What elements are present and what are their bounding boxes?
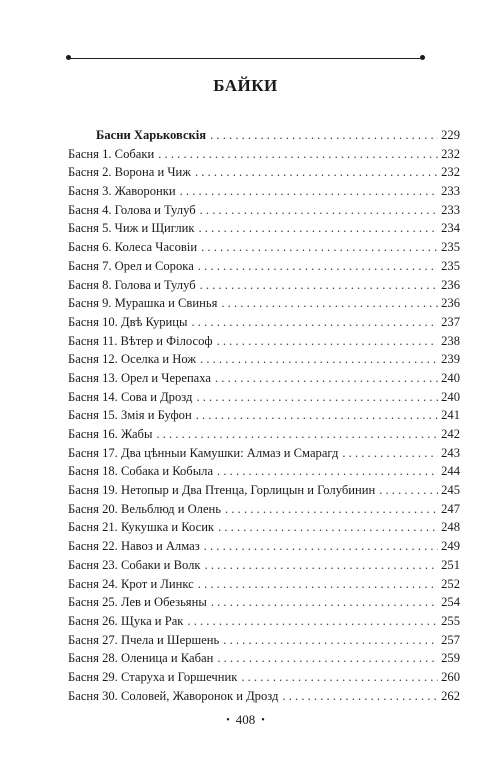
toc-entry: [68, 500, 460, 519]
toc-entry-title: Басня 17. Два цѣнныи Камушки: Алмаз и Смарагд: [68, 445, 339, 460]
toc-section-heading: [68, 126, 460, 145]
toc-entry: [68, 201, 460, 220]
toc-entry: [68, 219, 460, 238]
toc-entry-page: 243: [441, 445, 460, 460]
toc-entry-page: 234: [441, 221, 460, 236]
toc-dot-leader: [379, 481, 438, 500]
toc-entry-title: Басня 5. Чиж и Щиглик: [68, 221, 195, 236]
toc-entry: [68, 687, 460, 706]
toc-entry: [68, 593, 460, 612]
toc-entry-title: Басня 7. Орел и Сорока: [68, 258, 194, 273]
toc-entry-title: Басня 13. Орел и Черепаха: [68, 370, 211, 385]
toc-dot-leader: [221, 294, 438, 313]
toc-dot-leader: [195, 163, 438, 182]
toc-entry: [68, 350, 460, 369]
toc-entry: [68, 332, 460, 351]
toc-entry-title: Басня 22. Навоз и Алмаз: [68, 539, 200, 554]
toc-entry-title: Басня 12. Оселка и Нож: [68, 352, 197, 367]
toc-entry-page: 233: [441, 184, 460, 199]
toc-entry-title: Басня 28. Оленица и Кабан: [68, 651, 214, 666]
toc-entry-page: 232: [441, 165, 460, 180]
toc-entry: [68, 163, 460, 182]
toc-dot-leader: [156, 425, 438, 444]
folio-bullet-right: •: [261, 715, 265, 726]
toc-entry: [68, 238, 460, 257]
toc-entry: [68, 388, 460, 407]
toc-entry-page: 254: [441, 595, 460, 610]
toc-entry-page: 249: [441, 539, 460, 554]
toc-dot-leader: [342, 444, 438, 463]
toc-dot-leader: [223, 631, 438, 650]
toc-entry: [68, 518, 460, 537]
toc-dot-leader: [211, 593, 438, 612]
toc-entry: [68, 182, 460, 201]
toc-entry-title: Басня 18. Собака и Кобыла: [68, 464, 214, 479]
toc-dot-leader: [192, 313, 439, 332]
toc-entry: [68, 257, 460, 276]
toc-entry-page: 257: [441, 632, 460, 647]
toc-entry-title: Басня 1. Собаки: [68, 146, 155, 161]
toc-entry: [68, 145, 460, 164]
toc-entry-page: 236: [441, 277, 460, 292]
toc-entry: [68, 537, 460, 556]
page-number: 408: [235, 712, 256, 727]
toc-dot-leader: [241, 668, 438, 687]
toc-entry: [68, 406, 460, 425]
toc-entry-page: 259: [441, 651, 460, 666]
toc-entry-title: Басня 10. Двѣ Курицы: [68, 314, 188, 329]
toc-entry: [68, 444, 460, 463]
toc-dot-leader: [198, 257, 438, 276]
toc-dot-leader: [205, 556, 439, 575]
folio-bullet-left: •: [226, 715, 230, 726]
toc-entry-page: 251: [441, 557, 460, 572]
toc-entry-title: Басня 24. Крот и Линкс: [68, 576, 194, 591]
toc-entry-title: Басни Харьковскія: [96, 128, 207, 142]
toc-dot-leader: [204, 537, 438, 556]
toc-entry-title: Басня 19. Нетопыр и Два Птенца, Горлицын и Голубинин: [68, 483, 376, 498]
toc-entry: [68, 369, 460, 388]
toc-entry: [68, 612, 460, 631]
toc-entry-page: 252: [441, 576, 460, 591]
toc-entry-title: Басня 27. Пчела и Шершень: [68, 632, 220, 647]
toc-dot-leader: [210, 126, 438, 145]
toc-entry-title: Басня 3. Жаворонки: [68, 184, 176, 199]
toc-entry-page: 239: [441, 352, 460, 367]
toc-entry-page: 262: [441, 688, 460, 703]
toc-entry-page: 235: [441, 258, 460, 273]
toc-entry-page: 242: [441, 427, 460, 441]
toc-entry-page: 237: [441, 314, 460, 329]
toc-dot-leader: [217, 462, 438, 481]
toc-entry: [68, 276, 460, 295]
toc-entry-title: Басня 14. Сова и Дрозд: [68, 389, 193, 404]
toc-entry-page: 255: [441, 613, 460, 628]
toc-dot-leader: [158, 145, 438, 164]
toc-dot-leader: [196, 406, 438, 425]
toc-entry-page: 260: [441, 669, 460, 684]
toc-dot-leader: [198, 219, 438, 238]
toc-dot-leader: [217, 332, 439, 351]
toc-entry: [68, 556, 460, 575]
toc-dot-leader: [282, 687, 438, 706]
toc-entry-page: 245: [441, 483, 460, 498]
toc-entry: [68, 649, 460, 668]
toc-dot-leader: [218, 518, 438, 537]
toc-entry: [68, 425, 460, 444]
toc-dot-leader: [180, 182, 439, 201]
toc-entry-title: Басня 2. Ворона и Чиж: [68, 165, 191, 180]
toc-entry-title: Басня 25. Лев и Обезьяны: [68, 595, 207, 610]
toc-entry: [68, 313, 460, 332]
toc-entry-title: Басня 9. Мурашка и Свинья: [68, 296, 218, 311]
toc-entry-page: 236: [441, 296, 460, 311]
toc-entry-title: Басня 29. Старуха и Горшечник: [68, 669, 238, 684]
toc-entry: [68, 668, 460, 687]
toc-entry-title: Басня 30. Соловей, Жаворонок и Дрозд: [68, 688, 279, 703]
toc-dot-leader: [187, 612, 438, 631]
toc-entry-title: Басня 16. Жабы: [68, 427, 153, 441]
toc-entry: [68, 481, 460, 500]
header-rule: [68, 58, 420, 59]
toc-entry-page: 233: [441, 202, 460, 217]
toc-entry-page: 240: [441, 389, 460, 404]
toc-entry-title: Басня 23. Собаки и Волк: [68, 557, 201, 572]
table-of-contents: [68, 126, 460, 705]
toc-entry-title: Басня 21. Кукушка и Косик: [68, 520, 215, 535]
toc-entry-page: 229: [441, 128, 460, 142]
rule-right-dot: [420, 55, 425, 60]
toc-entry: [68, 462, 460, 481]
toc-dot-leader: [215, 369, 438, 388]
toc-dot-leader: [201, 238, 438, 257]
toc-entry-page: 240: [441, 370, 460, 385]
toc-entry-title: Басня 6. Колеса Часовіи: [68, 240, 198, 255]
toc-dot-leader: [200, 350, 438, 369]
toc-entry-title: Басня 11. Вѣтер и Філософ: [68, 333, 213, 348]
toc-entry-title: Басня 26. Щука и Рак: [68, 613, 184, 628]
toc-dot-leader: [217, 649, 438, 668]
toc-entry: [68, 575, 460, 594]
toc-dot-leader: [200, 276, 439, 295]
toc-entry-title: Басня 4. Голова и Тулуб: [68, 202, 196, 217]
toc-dot-leader: [196, 388, 438, 407]
toc-entry-page: 248: [441, 520, 460, 535]
page-footer: [0, 712, 491, 728]
toc-dot-leader: [198, 575, 438, 594]
toc-entry-page: 247: [441, 501, 460, 516]
toc-entry-page: 244: [441, 464, 460, 479]
toc-entry-title: Басня 8. Голова и Тулуб: [68, 277, 196, 292]
toc-entry-page: 238: [441, 333, 460, 348]
section-title: БАЙКИ: [213, 76, 278, 95]
toc-entry-page: 235: [441, 240, 460, 255]
toc-entry: [68, 631, 460, 650]
toc-entry-page: 232: [441, 146, 460, 161]
toc-entry-page: 241: [441, 408, 460, 423]
toc-entry: [68, 294, 460, 313]
toc-dot-leader: [225, 500, 438, 519]
toc-entry-title: Басня 15. Змія и Буфон: [68, 408, 192, 423]
toc-entry-title: Басня 20. Вельблюд и Олень: [68, 501, 222, 516]
toc-dot-leader: [200, 201, 439, 220]
